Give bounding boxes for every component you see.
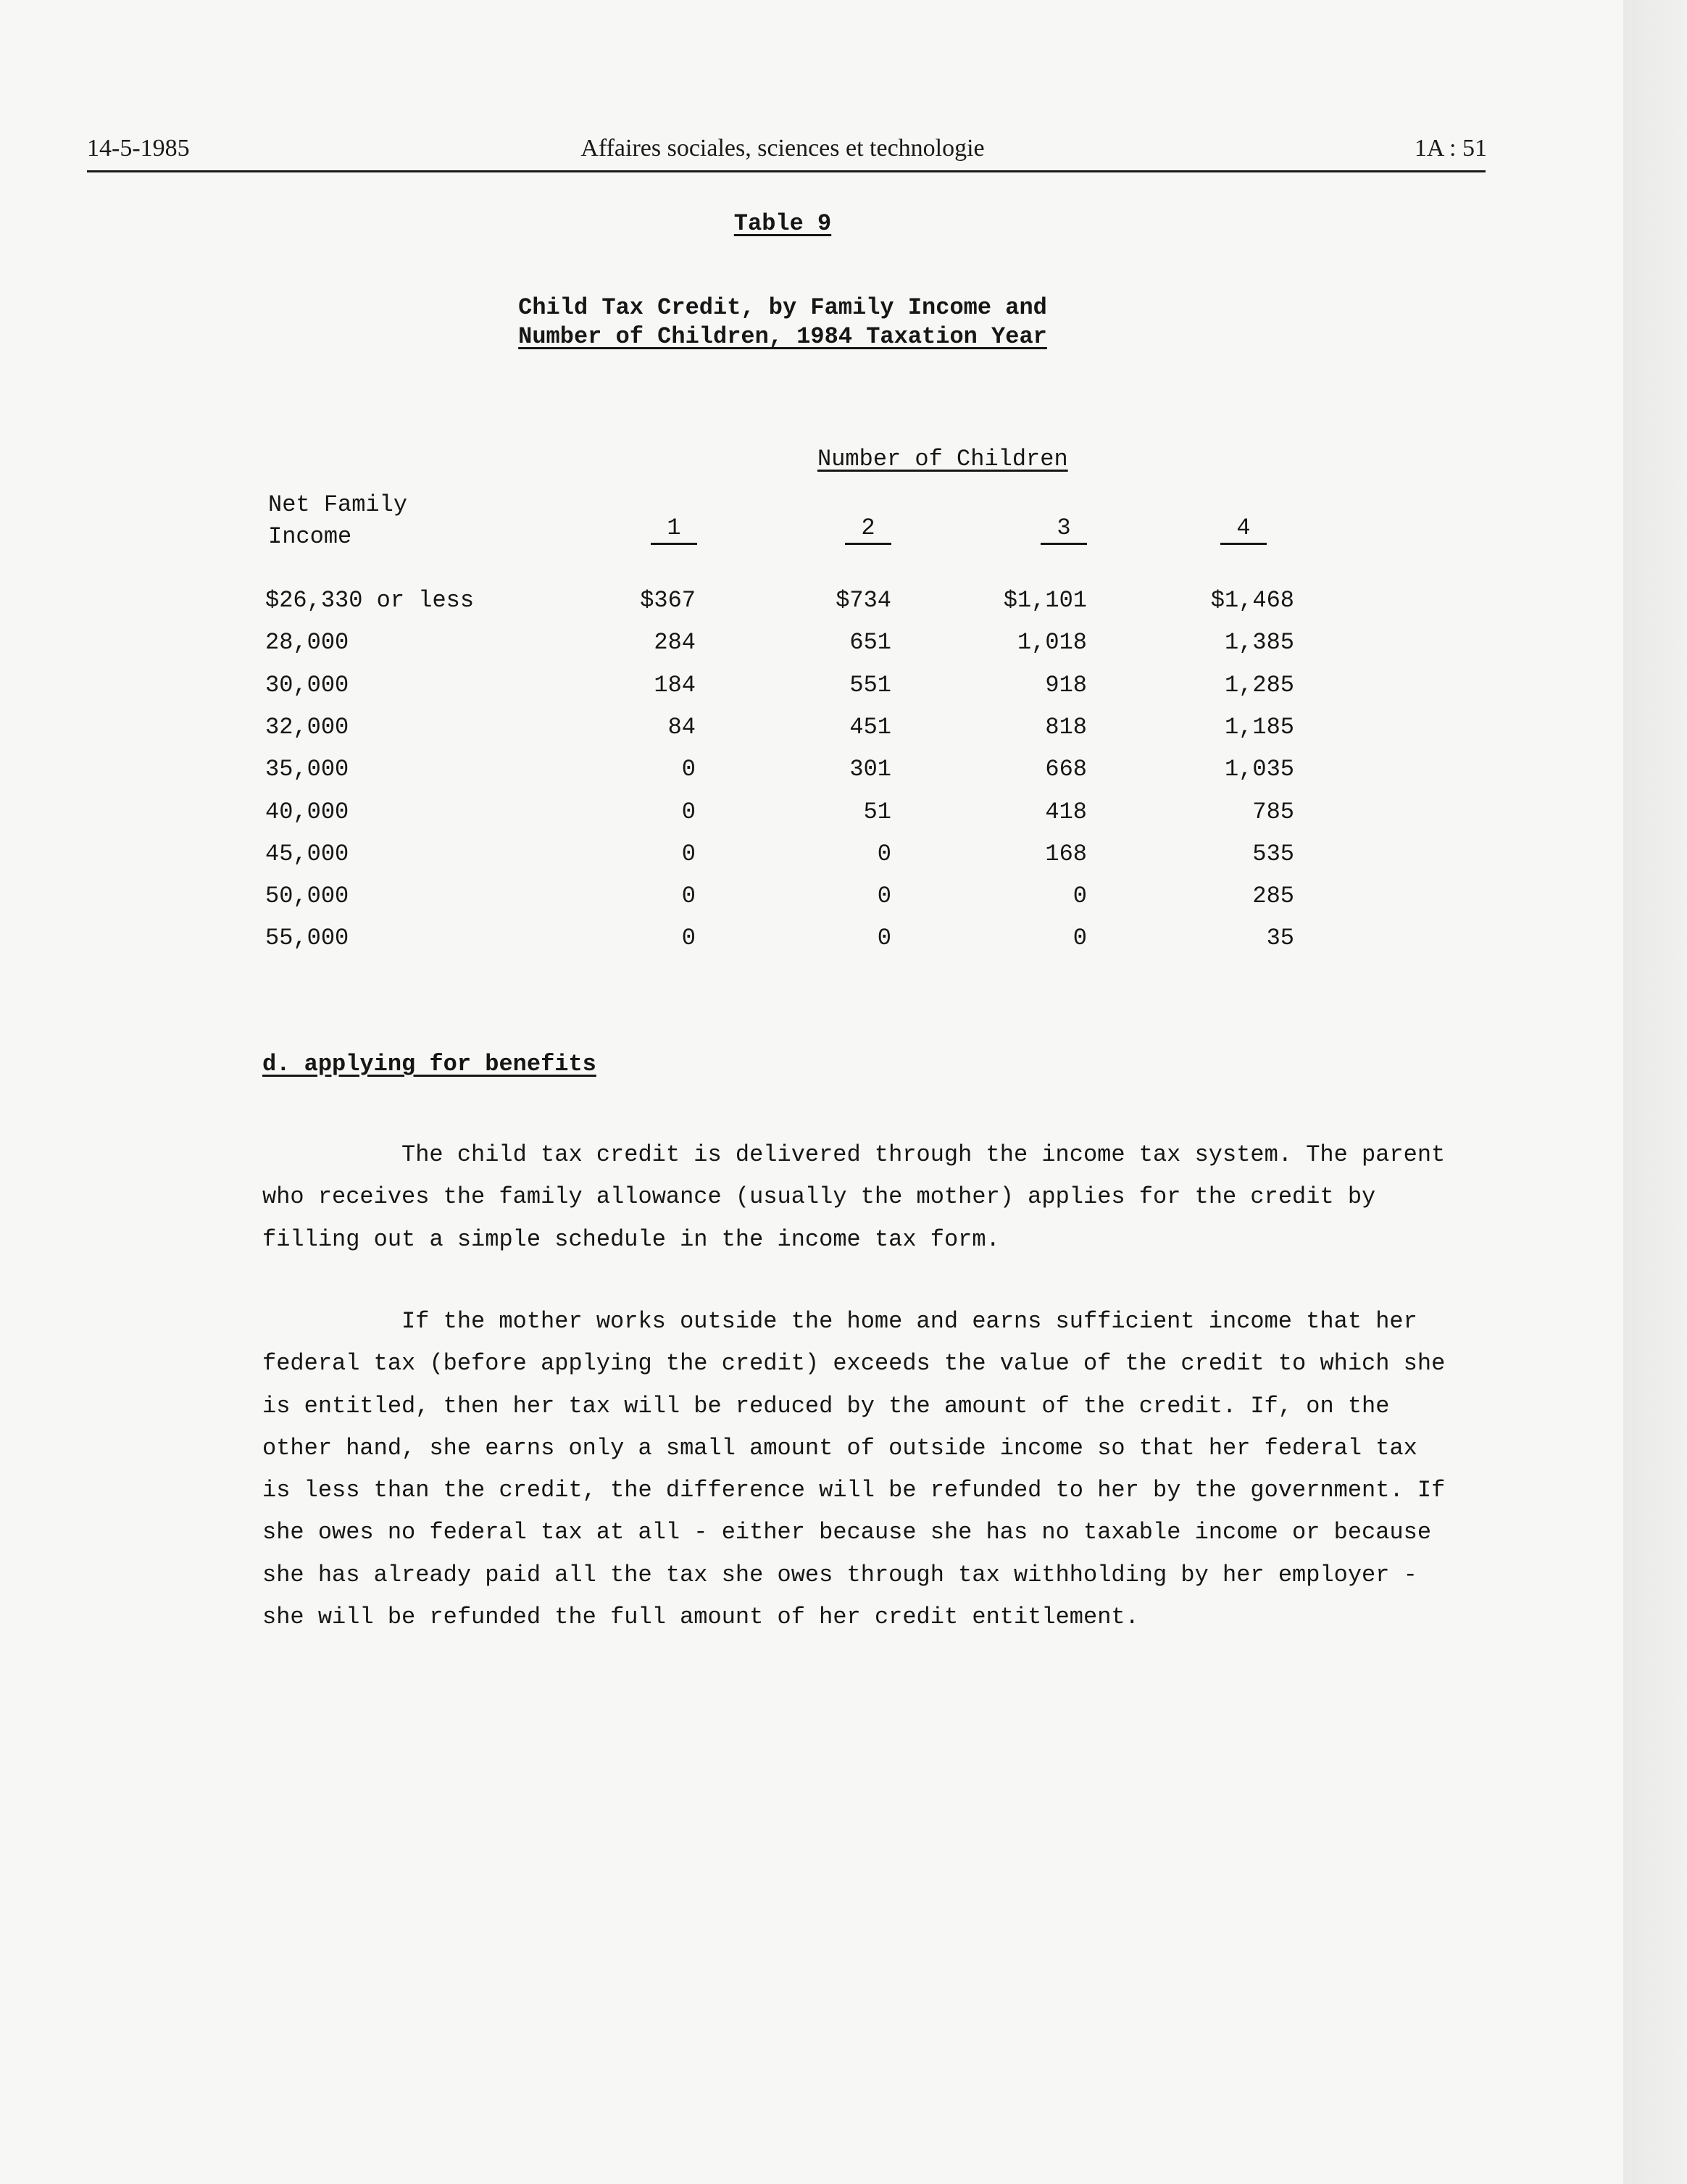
table-row bbox=[0, 756, 1449, 785]
table-row bbox=[0, 587, 1449, 616]
income-cell: 50,000 bbox=[265, 883, 349, 910]
value-cell-3: 668 bbox=[1045, 756, 1087, 783]
column-header-2: 2 bbox=[825, 514, 912, 545]
header-title: Affaires sociales, sciences et technologie bbox=[580, 135, 985, 162]
table-row bbox=[0, 714, 1449, 743]
row-header-line1: Net Family bbox=[268, 491, 408, 518]
value-cell-2: 51 bbox=[863, 798, 891, 825]
value-cell-4: 35 bbox=[1266, 925, 1294, 952]
header-rule bbox=[87, 170, 1486, 172]
income-cell: 32,000 bbox=[265, 713, 349, 741]
value-cell-1: 284 bbox=[654, 629, 696, 657]
table-label bbox=[0, 210, 1565, 237]
column-header-4: 4 bbox=[1200, 514, 1287, 545]
value-cell-2: 0 bbox=[877, 840, 891, 867]
value-cell-3: 0 bbox=[1072, 925, 1087, 952]
value-cell-2: 551 bbox=[849, 671, 891, 699]
row-header bbox=[268, 489, 407, 553]
income-cell: 45,000 bbox=[265, 840, 349, 867]
column-group-header bbox=[817, 446, 1068, 472]
value-cell-2: 0 bbox=[877, 883, 891, 910]
value-cell-1: 0 bbox=[681, 883, 696, 910]
table-row bbox=[0, 883, 1449, 912]
value-cell-4: 535 bbox=[1252, 840, 1294, 867]
value-cell-1: 0 bbox=[681, 840, 696, 867]
section-heading-text: d. applying for benefits bbox=[262, 1051, 596, 1078]
income-cell: 28,000 bbox=[265, 629, 349, 657]
paragraph-2-text: If the mother works outside the home and earns sufficient income that her federal tax (before applying the credit) exceeds the value of the credit to which she is entitled, then her tax will be reduced by the amount of the credit. If, on the other hand, she earns only a small amount of outside income so that her federal tax is less than the credit, the difference will be refunded to her by the government. If she owes no federal tax at all - either because she has no taxable income or because she has already paid all the tax she owes through tax withholding by her employer - she will be refunded the full amount of her credit entitlement. bbox=[262, 1308, 1446, 1631]
value-cell-4: 1,385 bbox=[1224, 629, 1294, 657]
table-title bbox=[0, 293, 1565, 351]
value-cell-1: 84 bbox=[667, 713, 696, 741]
value-cell-3: $1,101 bbox=[1003, 587, 1087, 614]
income-cell: 40,000 bbox=[265, 798, 349, 825]
paragraph-1-text: The child tax credit is delivered through the income tax system. The parent who receives the family allowance (usually the mother) applies for the credit by filling out a simple schedule in the income tax form. bbox=[262, 1141, 1446, 1253]
table-label-text: Table 9 bbox=[733, 210, 832, 237]
value-cell-2: 0 bbox=[877, 925, 891, 952]
value-cell-4: $1,468 bbox=[1210, 587, 1294, 614]
header-page-number: 1A : 51 bbox=[1414, 135, 1487, 162]
table-row bbox=[0, 925, 1449, 954]
value-cell-1: 0 bbox=[681, 798, 696, 825]
value-cell-2: 451 bbox=[849, 713, 891, 741]
value-cell-2: $734 bbox=[836, 587, 891, 614]
income-cell: 55,000 bbox=[265, 925, 349, 952]
table-row bbox=[0, 841, 1449, 870]
table-row bbox=[0, 799, 1449, 828]
value-cell-3: 818 bbox=[1045, 713, 1087, 741]
income-cell: $26,330 or less bbox=[265, 587, 475, 614]
value-cell-3: 1,018 bbox=[1017, 629, 1087, 657]
value-cell-1: 0 bbox=[681, 925, 696, 952]
section-heading bbox=[262, 1051, 596, 1078]
value-cell-3: 0 bbox=[1072, 883, 1087, 910]
income-cell: 30,000 bbox=[265, 671, 349, 699]
table-title-line1: Child Tax Credit, by Family Income and bbox=[518, 294, 1047, 321]
value-cell-1: 0 bbox=[681, 756, 696, 783]
income-cell: 35,000 bbox=[265, 756, 349, 783]
paragraph-1 bbox=[262, 1134, 1451, 1261]
value-cell-2: 301 bbox=[849, 756, 891, 783]
value-cell-3: 168 bbox=[1045, 840, 1087, 867]
value-cell-4: 785 bbox=[1252, 798, 1294, 825]
header-date: 14-5-1985 bbox=[87, 135, 190, 162]
value-cell-4: 1,185 bbox=[1224, 713, 1294, 741]
page-edge bbox=[1623, 0, 1687, 2184]
value-cell-4: 285 bbox=[1252, 883, 1294, 910]
value-cell-4: 1,285 bbox=[1224, 671, 1294, 699]
value-cell-2: 651 bbox=[849, 629, 891, 657]
paragraph-2 bbox=[262, 1301, 1451, 1638]
table-row bbox=[0, 672, 1449, 701]
value-cell-3: 418 bbox=[1045, 798, 1087, 825]
table-title-line2: Number of Children, 1984 Taxation Year bbox=[518, 323, 1047, 350]
column-header-3: 3 bbox=[1020, 514, 1107, 545]
column-group-label: Number of Children bbox=[817, 446, 1068, 472]
value-cell-1: $367 bbox=[640, 587, 696, 614]
table-row bbox=[0, 629, 1449, 658]
value-cell-1: 184 bbox=[654, 671, 696, 699]
value-cell-4: 1,035 bbox=[1224, 756, 1294, 783]
row-header-line2: Income bbox=[268, 523, 352, 550]
column-header-1: 1 bbox=[630, 514, 717, 545]
value-cell-3: 918 bbox=[1045, 671, 1087, 699]
